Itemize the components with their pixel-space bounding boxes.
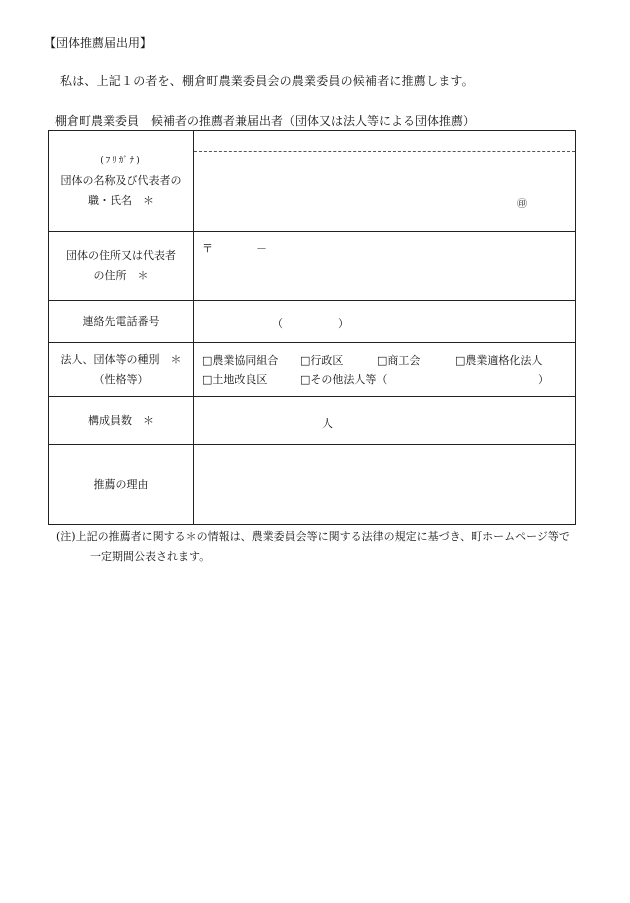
checkbox-other-corp[interactable]: □その他法人等（ [300,372,388,386]
furigana-divider [194,151,575,152]
row-type [49,343,576,397]
footnote-line: 一定期間公表されます。 [90,550,211,563]
checkbox-land-improvement[interactable]: □土地改良区 [202,372,268,386]
row-name [49,131,576,232]
table-caption: 棚倉町農業委員 候補者の推薦者兼届出者（団体又は法人等による団体推薦） [55,114,476,128]
checkbox-admin-district[interactable]: □行政区 [300,353,344,367]
label-text: 法人、団体等の種別 ＊ [60,352,182,366]
furigana-label: (ﾌﾘｶﾞﾅ) [100,156,142,166]
type-options-line1 [194,351,575,370]
recommender-form-table [48,130,576,525]
postal-mark: 〒 [202,242,213,255]
field-organization-type [194,343,576,397]
label-phone: 連絡先電話番号 [49,301,194,343]
other-close-paren: ） [538,372,549,386]
label-text: 団体の名称及び代表者の [60,174,182,187]
checkbox-agri-coop[interactable]: □農業協同組合 [202,353,279,367]
label-organization-name [49,131,194,232]
label-organization-type [49,343,194,397]
footnote-line: (注)上記の推薦者に関する＊の情報は、農業委員会等に関する法律の規定に基づき、町ホームページ等で [56,530,570,543]
field-phone[interactable] [194,301,576,343]
checkbox-chamber-commerce[interactable]: □商工会 [377,353,421,367]
form-heading: 【団体推薦届出用】 [44,36,153,50]
field-organization-name[interactable] [194,131,576,232]
intro-statement: 私は、上記１の者を、棚倉町農業委員会の農業委員の候補者に推薦します。 [60,74,474,88]
footnote [56,527,586,567]
field-member-count[interactable] [194,397,576,445]
label-address [49,232,194,301]
seal-mark: ㊞ [517,199,527,210]
row-address [49,232,576,301]
label-text: 団体の住所又は代表者 [66,249,176,262]
field-reason[interactable] [194,445,576,525]
row-phone [49,301,576,343]
label-text: の住所 ＊ [93,269,149,282]
row-reason [49,445,576,525]
label-reason: 推薦の理由 [49,445,194,525]
label-member-count: 構成員数 ＊ [49,397,194,445]
type-options-line2 [194,370,575,389]
field-address[interactable] [194,232,576,301]
member-unit: 人 [322,417,333,430]
checkbox-agri-corp[interactable]: □農業適格化法人 [455,353,543,367]
label-text: 職・氏名 ＊ [88,194,154,207]
row-members [49,397,576,445]
label-text: （性格等） [93,372,149,386]
postal-dash: － [256,242,267,255]
phone-parentheses: （ ） [272,317,349,330]
